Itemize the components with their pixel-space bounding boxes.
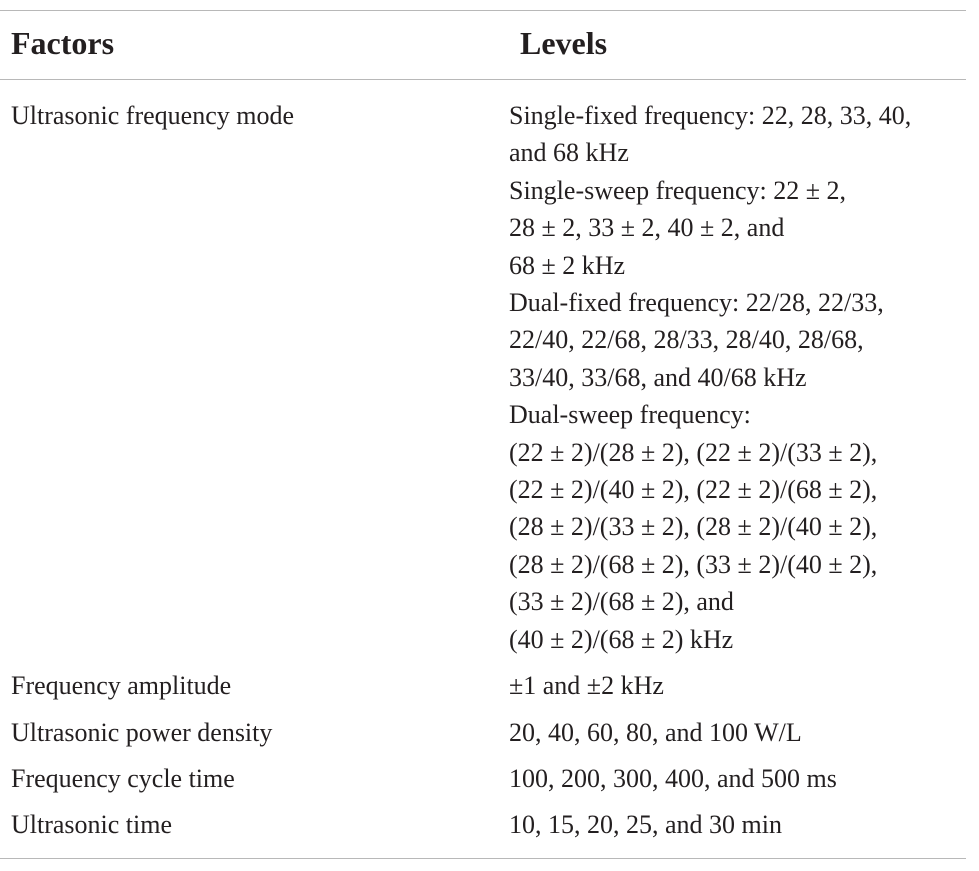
table-row [0,97,966,658]
level-line: 100, 200, 300, 400, and 500 ms [509,763,837,793]
level-line: Dual-fixed frequency: 22/28, 22/33, [509,288,884,318]
factor-cell: Ultrasonic power density [11,717,273,747]
level-line: Dual-sweep frequency: [509,400,751,430]
level-line: 28 ± 2, 33 ± 2, 40 ± 2, and [509,213,785,243]
factor-cell: Ultrasonic time [11,810,173,840]
level-line: 22/40, 22/68, 28/33, 28/40, 28/68, [509,325,864,355]
levels-cell [509,667,949,704]
level-line: (28 ± 2)/(33 ± 2), (28 ± 2)/(40 ± 2), [509,512,878,542]
header-levels: Levels [520,25,608,61]
level-line: ±1 and ±2 kHz [509,671,664,701]
table-row [0,806,966,843]
table-row [0,760,966,797]
table-body [0,97,966,844]
level-line: Single-fixed frequency: 22, 28, 33, 40, [509,101,912,130]
factor-cell: Frequency cycle time [11,763,235,793]
level-line: and 68 kHz [509,138,629,168]
level-line: (33 ± 2)/(68 ± 2), and [509,587,734,617]
table-bottom-rule [0,858,966,859]
level-line: (40 ± 2)/(68 ± 2) kHz [509,624,734,654]
level-line: Single-sweep frequency: 22 ± 2, [509,175,847,205]
levels-cell [509,760,949,797]
level-line: 68 ± 2 kHz [509,250,626,280]
table-row [0,714,966,751]
level-line: (28 ± 2)/(68 ± 2), (33 ± 2)/(40 ± 2), [509,549,878,579]
factor-cell: Frequency amplitude [11,671,232,701]
table-header-rule [0,79,966,80]
levels-cell [509,97,949,658]
header-factors: Factors [11,25,115,61]
level-line: 10, 15, 20, 25, and 30 min [509,810,782,840]
level-line: 20, 40, 60, 80, and 100 W/L [509,717,802,747]
table-top-rule [0,10,966,11]
level-line: 33/40, 33/68, and 40/68 kHz [509,362,807,392]
level-line: (22 ± 2)/(40 ± 2), (22 ± 2)/(68 ± 2), [509,475,878,505]
level-line: (22 ± 2)/(28 ± 2), (22 ± 2)/(33 ± 2), [509,437,878,467]
levels-cell [509,806,949,843]
levels-cell [509,714,949,751]
table-row [0,667,966,704]
factor-cell: Ultrasonic frequency mode [11,101,295,130]
